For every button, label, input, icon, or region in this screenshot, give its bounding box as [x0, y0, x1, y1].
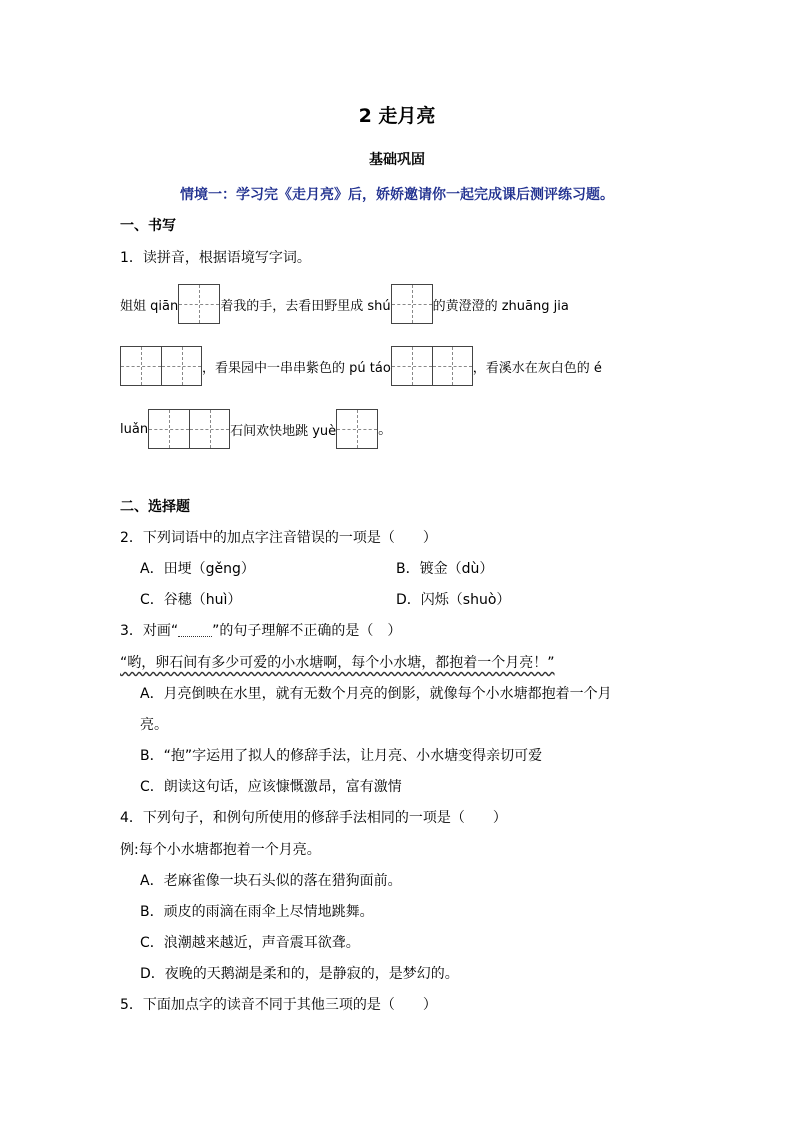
q1-text-zhuangjia: 的黄澄澄的 zhuāng jia: [432, 298, 569, 314]
question-3-option-b[interactable]: B．“抱”字运用了拟人的修辞手法，让月亮、小水塘变得亲切可爱: [140, 748, 543, 764]
writing-cell: [121, 347, 161, 385]
writing-cell: [179, 285, 219, 323]
question-5-stem: 5．下面加点字的读音不同于其他三项的是（ ）: [120, 997, 437, 1013]
section-choice: 二、选择题: [120, 499, 190, 515]
q3-quote-text: “哟，卵石间有多少可爱的小水塘啊，每个小水塘，都抱着一个月亮！”: [120, 655, 555, 671]
question-2-option-d[interactable]: D．闪烁（shuò）: [396, 592, 511, 608]
q1-text-yue: 石间欢快地跳 yuè: [230, 423, 337, 439]
question-3-option-a[interactable]: A．月亮倒映在水里，就有无数个月亮的倒影，就像每个小水塘都抱着一个月: [140, 686, 612, 702]
question-1-stem: 1．读拼音，根据语境写字词。: [120, 250, 311, 266]
writing-cell: [392, 347, 432, 385]
q1-text-end: 。: [378, 422, 393, 438]
q3-stem-part-a: 3．对画“: [120, 623, 179, 639]
question-4-stem: 4．下列句子，和例句所使用的修辞手法相同的一项是（ ）: [120, 810, 507, 826]
q3-stem-part-b: ”的句子理解不正确的是（ ）: [212, 623, 402, 639]
question-4-option-d[interactable]: D．夜晚的天鹅湖是柔和的，是静寂的，是梦幻的。: [140, 966, 459, 982]
question-2-stem: 2．下列词语中的加点字注音错误的一项是（ ）: [120, 530, 437, 546]
page-title: 2 走月亮: [358, 105, 436, 127]
writing-cell: [161, 347, 201, 385]
question-2-option-a[interactable]: A．田埂（gěng）: [140, 561, 255, 577]
question-4-option-b[interactable]: B．顽皮的雨滴在雨伞上尽情地跳舞。: [140, 904, 374, 920]
section-subtitle: 基础巩固: [369, 152, 425, 168]
writing-cell: [149, 410, 189, 448]
question-3-stem: [120, 621, 401, 641]
writing-box-eluan[interactable]: [148, 409, 230, 449]
writing-box-shu[interactable]: [391, 284, 433, 324]
writing-cell: [189, 410, 229, 448]
q1-text-e: ，看溪水在灰白色的 é: [472, 360, 602, 376]
q1-text-qian: 姐姐 qiān: [120, 298, 179, 314]
question-4-option-c[interactable]: C．浪潮越来越近，声音震耳欲聋。: [140, 935, 360, 951]
writing-box-yue[interactable]: [336, 409, 378, 449]
question-2-option-b[interactable]: B．镀金（dù）: [396, 561, 494, 577]
question-4-option-a[interactable]: A．老麻雀像一块石头似的落在猎狗面前。: [140, 873, 402, 889]
question-3-option-c[interactable]: C．朗读这句话，应该慷慨激昂，富有激情: [140, 779, 402, 795]
question-1-line-2: [120, 345, 602, 387]
writing-box-qian[interactable]: [178, 284, 220, 324]
q1-text-shu: 着我的手，去看田野里成 shú: [220, 298, 391, 314]
question-3-option-a-continued: 亮。: [140, 717, 168, 733]
writing-box-putao[interactable]: [391, 346, 473, 386]
writing-cell: [337, 410, 377, 448]
question-1-line-3: [120, 408, 392, 450]
q1-text-luan: luǎn: [120, 421, 149, 437]
writing-cell: [432, 347, 472, 385]
q1-text-putao: ，看果园中一串串紫色的 pú táo: [202, 360, 391, 376]
section-writing: 一、书写: [120, 218, 176, 234]
wavy-underline-mark: [178, 626, 212, 637]
question-3-quote: [120, 653, 555, 673]
writing-box-zhuangjia[interactable]: [120, 346, 202, 386]
scenario-text: 情境一：学习完《走月亮》后，娇娇邀请你一起完成课后测评练习题。: [180, 187, 614, 203]
question-2-option-c[interactable]: C．谷穗（huì）: [140, 592, 242, 608]
question-4-example: 例:每个小水塘都抱着一个月亮。: [120, 842, 321, 858]
writing-cell: [392, 285, 432, 323]
question-1-line-1: [120, 283, 569, 325]
